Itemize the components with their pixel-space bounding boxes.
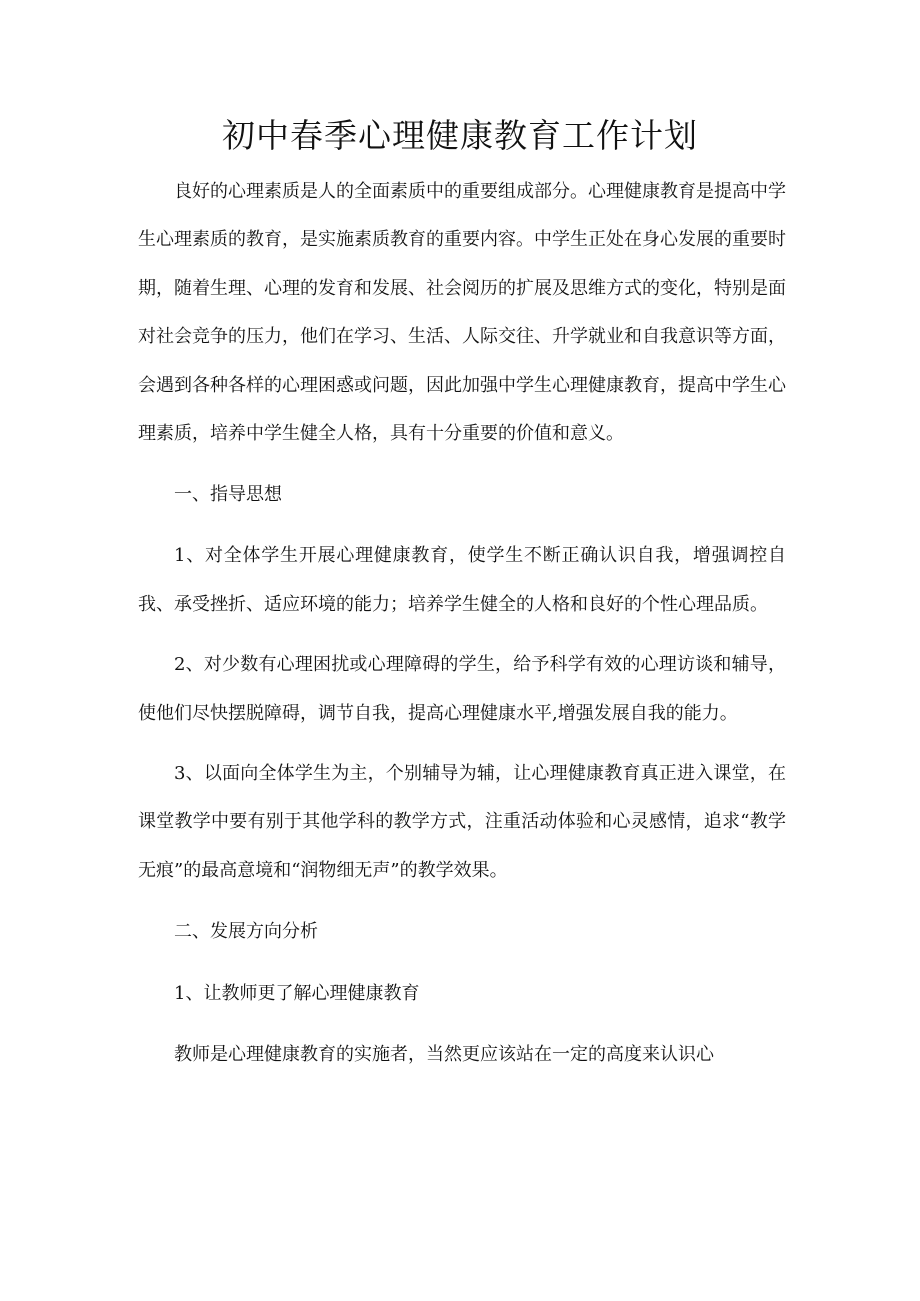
section-heading-direction-analysis: 二、发展方向分析 <box>174 921 318 943</box>
paragraph-intro: 良好的心理素质是人的全面素质中的重要组成部分。心理健康教育是提高中学生心理素质的教育，是实施素质教育的重要内容。中学生正处在身心发展的重要时期，随着生理、心理的发育和发展、社会阅历的扩展及思维方式的变化，特别是面对社会竞争的压力，他们在学习、生活、人际交往、升学就业和自我意识等方面，会遇到各种各样的心理困惑或问题，因此加强中学生心理健康教育，提高中学生心理素质，培养中学生健全人格，具有十分重要的价值和意义。 <box>138 181 786 445</box>
subheading-teacher-understanding: 1、让教师更了解心理健康教育 <box>174 983 420 1005</box>
paragraph-item-1: 1、对全体学生开展心理健康教育，使学生不断正确认识自我，增强调控自我、承受挫折、适应环境的能力；培养学生健全的人格和良好的个性心理品质。 <box>138 545 786 615</box>
paragraph-teacher: 教师是心理健康教育的实施者，当然更应该站在一定的高度来认识心 <box>174 1044 714 1066</box>
paragraph-item-2: 2、对少数有心理困扰或心理障碍的学生，给予科学有效的心理访谈和辅导，使他们尽快摆脱障碍，调节自我，提高心理健康水平,增强发展自我的能力。 <box>138 654 786 724</box>
section-heading-guiding-ideology: 一、指导思想 <box>174 484 282 506</box>
document-title: 初中春季心理健康教育工作计划 <box>222 116 698 155</box>
document-body <box>138 168 786 1080</box>
paragraph-item-3: 3、以面向全体学生为主，个别辅导为辅，让心理健康教育真正进入课堂，在课堂教学中要有别于其他学科的教学方式，注重活动体验和心灵感情，追求“教学无痕”的最高意境和“润物细无声”的教学效果。 <box>138 763 786 881</box>
